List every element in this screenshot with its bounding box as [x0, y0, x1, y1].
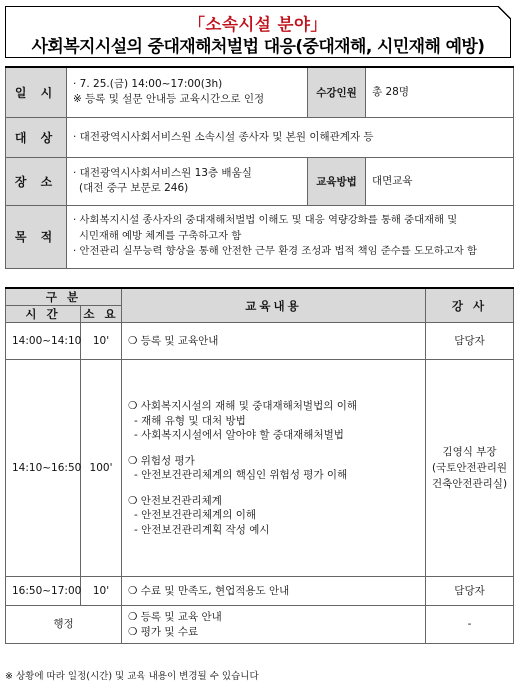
content-item: ❍ 위험성 평가: [128, 454, 195, 467]
purpose-line: · 안전관리 실무능력 향상을 통해 안전한 근무 환경 조성과 법적 책임 준수를 도모하고자 함: [73, 245, 477, 258]
schedule-table: [5, 287, 514, 644]
info-row-purpose: [6, 205, 514, 268]
method-label: 교육방법: [308, 157, 366, 205]
attendees-value: 총 28명: [366, 67, 514, 117]
title-box: [5, 6, 511, 58]
place-line: · 대전광역시사회서비스원 13층 배움실: [73, 167, 252, 179]
info-table: [5, 66, 514, 269]
row-duration: 10': [81, 577, 122, 606]
footnote: ※ 상황에 따라 일정(시간) 및 교육 내용이 변경될 수 있습니다: [5, 671, 259, 682]
header-duration: 소 요: [81, 306, 122, 323]
instructor-dept: 건축안전관리실): [431, 478, 508, 490]
row-content: ❍ 등록 및 교육안내: [122, 323, 426, 360]
table-row: [6, 577, 514, 606]
row-instructor: -: [426, 606, 514, 644]
purpose-label: 목 적: [6, 205, 67, 268]
purpose-line: · 사회복지시설 종사자의 중대재해처벌법 이해도 및 대응 역량강화를 통해 중대재해 및: [73, 214, 458, 227]
purpose-line: 시민재해 예방 체계를 구축하고자 함: [79, 229, 242, 242]
content-item: ❍ 평가 및 수료: [128, 625, 199, 638]
header-group: 구 분: [6, 288, 122, 306]
target-value: · 대전광역시사회서비스원 소속시설 종사자 및 본원 이해관계자 등: [67, 117, 514, 157]
place-label: 장 소: [6, 157, 67, 205]
instructor-name: 김영식 부장: [442, 446, 497, 458]
row-time: 행정: [6, 606, 122, 644]
table-row: [6, 360, 514, 577]
content-subitem: - 안전보건관리체계의 이해: [134, 509, 257, 521]
date-note: ※ 등록 및 설문 안내등 교육시간으로 인정: [73, 93, 265, 106]
method-value: 대면교육: [366, 157, 514, 205]
row-content: [122, 606, 426, 644]
content-item: ❍ 안전보건관리체계: [128, 494, 222, 507]
row-instructor: 담당자: [426, 577, 514, 606]
row-time: 14:00~14:10: [6, 323, 81, 360]
title-category: 「소속시설 분야」: [188, 15, 328, 34]
date-line: · 7. 25.(금) 14:00~17:00(3h): [73, 78, 223, 91]
row-content: ❍ 수료 및 만족도, 현업적용도 안내: [122, 577, 426, 606]
row-duration: 10': [81, 323, 122, 360]
info-row-date: [6, 67, 514, 117]
content-item: ❍ 등록 및 교육 안내: [128, 611, 222, 623]
content-item: ❍ 사회복지시설의 재해 및 중대재해처벌법의 이해: [128, 400, 357, 412]
date-value: [67, 67, 308, 117]
content-subitem: - 안전보건관리계획 작성 예시: [134, 523, 270, 536]
row-time: 14:10~16:50: [6, 360, 81, 577]
place-address: (대전 중구 보문로 246): [79, 182, 189, 194]
target-label: 대 상: [6, 117, 67, 157]
row-instructor: [426, 360, 514, 577]
row-instructor: 담당자: [426, 323, 514, 360]
purpose-value: [67, 205, 514, 268]
date-label: 일 시: [6, 67, 67, 117]
header-instructor: 강 사: [426, 288, 514, 323]
row-duration: 100': [81, 360, 122, 577]
info-row-place: [6, 157, 514, 205]
header-time: 시 간: [6, 306, 81, 323]
page-title: 사회복지시설의 중대재해처벌법 대응(중대재해, 시민재해 예방): [31, 37, 485, 57]
row-time: 16:50~17:00: [6, 577, 81, 606]
content-subitem: - 사회복지시설에서 알아야 할 중대재해처벌법: [134, 429, 344, 441]
instructor-org: (국토안전관리원: [431, 462, 508, 474]
header-content: 교육내용: [122, 288, 426, 323]
attendees-label: 수강인원: [308, 67, 366, 117]
row-content: [122, 360, 426, 577]
schedule-header-row: [6, 288, 514, 306]
content-subitem: - 안전보건관리체계의 핵심인 위험성 평가 이해: [134, 469, 348, 481]
content-subitem: - 재해 유형 및 대처 방법: [134, 414, 246, 427]
info-row-target: [6, 117, 514, 157]
table-row: [6, 323, 514, 360]
table-row: [6, 606, 514, 644]
place-value: [67, 157, 308, 205]
